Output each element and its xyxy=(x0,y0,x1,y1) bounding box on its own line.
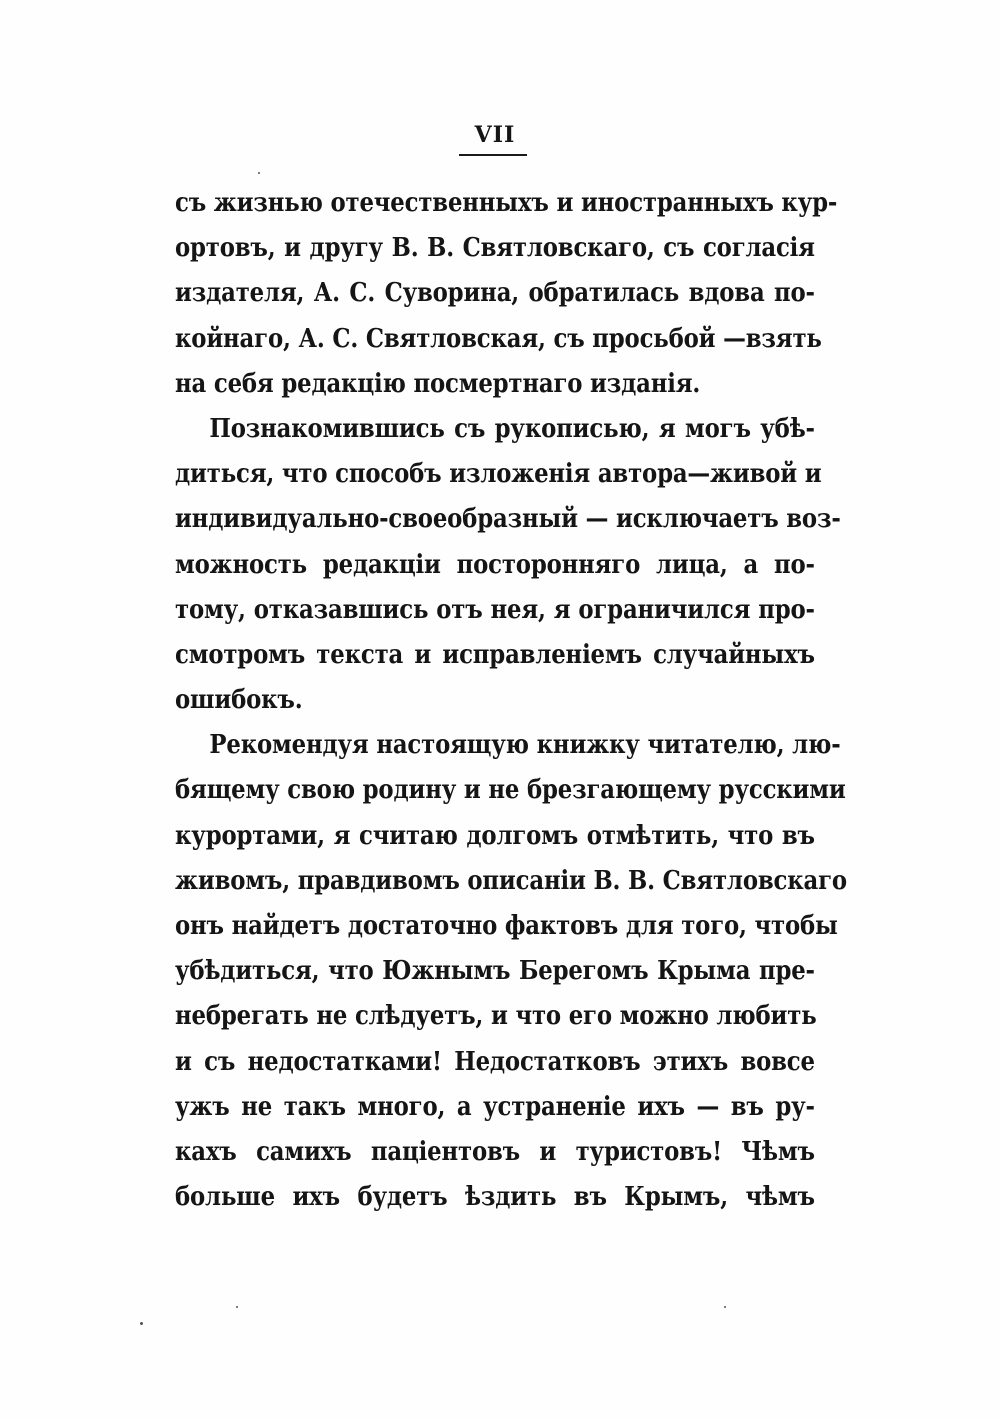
text-line: индивидуально-своеобразный — исключаетъ воз- xyxy=(175,503,841,535)
text-line: смотромъ текста и исправленіемъ случайныхъ xyxy=(175,638,815,670)
text-line: на себя редакцію посмертнаго изданія. xyxy=(175,367,701,399)
scan-speck xyxy=(236,1306,238,1308)
page-number-underline xyxy=(459,154,527,156)
text-line: можность редакціи посторонняго лица, а по- xyxy=(175,548,815,580)
scan-speck xyxy=(724,1306,726,1308)
paragraph-1 xyxy=(175,180,838,406)
text-line: онъ найдетъ достаточно фактовъ для того, чтобы xyxy=(175,910,838,941)
text-line: ортовъ, и другу В. В. Святловскаго, съ согласія xyxy=(175,232,815,264)
body-text xyxy=(175,180,847,1219)
text-line: ошибокъ. xyxy=(175,684,303,716)
text-line: больше ихъ будетъ ѣздить въ Крымъ, чѣмъ xyxy=(175,1181,815,1213)
text-line: кахъ самихъ паціентовъ и туристовъ! Чѣмъ xyxy=(175,1135,815,1167)
scan-speck xyxy=(258,172,260,174)
text-line: койнаго, А. С. Святловская, съ просьбой —взять xyxy=(175,322,822,354)
text-line: убѣдиться, что Южнымъ Берегомъ Крыма пре- xyxy=(175,955,815,987)
text-line: и съ недостатками! Недостатковъ этихъ вовсе xyxy=(175,1045,815,1077)
scan-speck xyxy=(140,1322,143,1325)
text-line: ужъ не такъ много, а устраненіе ихъ — въ ру- xyxy=(175,1090,815,1122)
text-line: бящему свою родину и не брезгающему русскими xyxy=(175,774,846,806)
text-line: Познакомившись съ рукописью, я могъ убѣ- xyxy=(209,412,815,444)
text-line: Рекомендуя настоящую книжку читателю, лю- xyxy=(209,729,841,761)
text-line: тому, отказавшись отъ нея, я ограничился про- xyxy=(175,593,815,625)
page-number: VII xyxy=(474,122,516,148)
paragraph-3 xyxy=(175,722,847,1219)
text-line: издателя, А. С. Суворина, обратилась вдова по- xyxy=(175,277,815,309)
text-line: небрегать не слѣдуетъ, и что его можно любить xyxy=(175,1000,817,1032)
text-line: живомъ, правдивомъ описаніи В. В. Святловскаго xyxy=(175,864,847,896)
text-line: курортами, я считаю долгомъ отмѣтить, что въ xyxy=(175,819,815,851)
text-line: съ жизнью отечественныхъ и иностранныхъ кур- xyxy=(175,187,838,218)
text-line: диться, что способъ изложенія автора—живой и xyxy=(175,458,822,490)
paragraph-2 xyxy=(175,406,841,722)
